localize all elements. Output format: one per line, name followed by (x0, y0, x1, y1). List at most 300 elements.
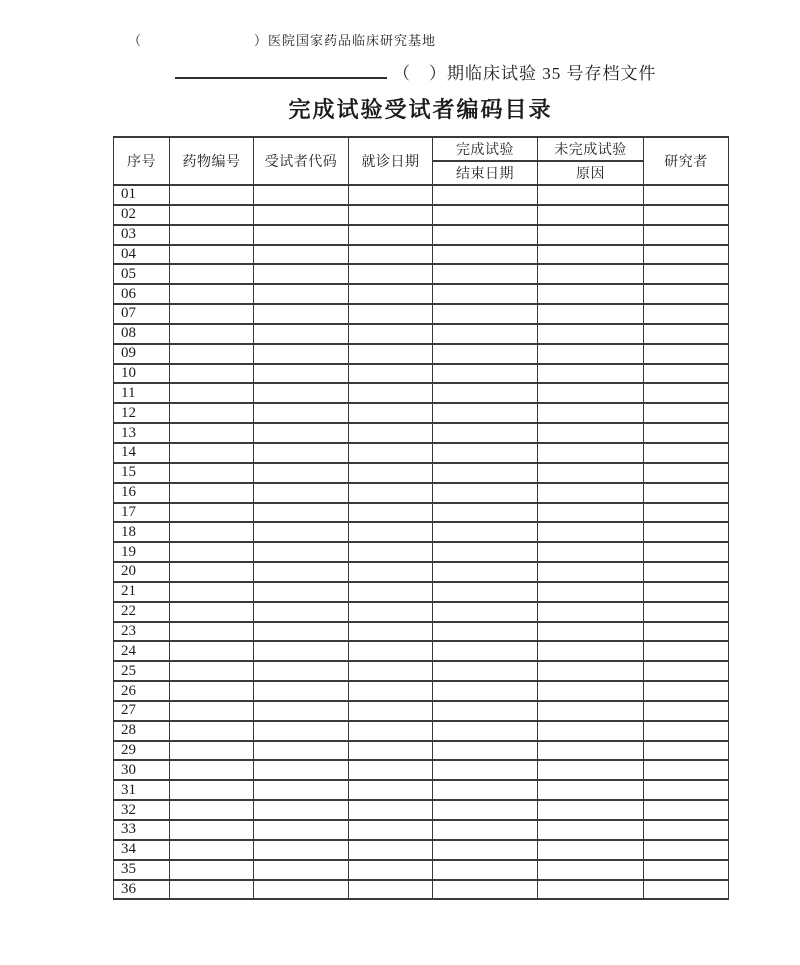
subject-code-cell (254, 304, 349, 324)
drug-number-cell (170, 383, 254, 403)
subject-code-cell (254, 344, 349, 364)
researcher-cell (644, 840, 729, 860)
end-date-cell (433, 225, 538, 245)
subject-code-cell (254, 403, 349, 423)
reason-cell (538, 383, 644, 403)
end-date-cell (433, 840, 538, 860)
end-date-cell (433, 880, 538, 900)
row-number-cell: 34 (114, 840, 170, 860)
end-date-cell (433, 264, 538, 284)
drug-number-cell (170, 880, 254, 900)
row-number-cell: 03 (114, 225, 170, 245)
researcher-cell (644, 582, 729, 602)
end-date-cell (433, 344, 538, 364)
header-drug-number: 药物编号 (170, 137, 254, 185)
subject-code-cell (254, 721, 349, 741)
reason-cell (538, 245, 644, 265)
row-number-cell: 14 (114, 443, 170, 463)
header-researcher: 研究者 (644, 137, 729, 185)
researcher-cell (644, 324, 729, 344)
drug-number-cell (170, 641, 254, 661)
drug-number-cell (170, 443, 254, 463)
subject-code-cell (254, 443, 349, 463)
researcher-cell (644, 483, 729, 503)
table-row (114, 443, 729, 463)
drug-number-cell (170, 780, 254, 800)
researcher-cell (644, 205, 729, 225)
visit-date-cell (349, 760, 433, 780)
archive-file-text: （ ）期临床试验 35 号存档文件 (393, 64, 657, 83)
end-date-cell (433, 423, 538, 443)
end-date-cell (433, 185, 538, 205)
researcher-cell (644, 562, 729, 582)
end-date-cell (433, 324, 538, 344)
row-number-cell: 09 (114, 344, 170, 364)
row-number-cell: 28 (114, 721, 170, 741)
row-number-cell: 12 (114, 403, 170, 423)
researcher-cell (644, 820, 729, 840)
reason-cell (538, 205, 644, 225)
researcher-cell (644, 503, 729, 523)
table-row (114, 582, 729, 602)
drug-number-cell (170, 503, 254, 523)
reason-cell (538, 344, 644, 364)
drug-number-cell (170, 721, 254, 741)
header-reason: 原因 (538, 161, 644, 185)
reason-cell (538, 780, 644, 800)
visit-date-cell (349, 344, 433, 364)
visit-date-cell (349, 503, 433, 523)
table-row (114, 364, 729, 384)
subject-code-cell (254, 225, 349, 245)
researcher-cell (644, 344, 729, 364)
table-row (114, 820, 729, 840)
visit-date-cell (349, 423, 433, 443)
visit-date-cell (349, 542, 433, 562)
end-date-cell (433, 582, 538, 602)
visit-date-cell (349, 622, 433, 642)
drug-number-cell (170, 304, 254, 324)
drug-number-cell (170, 602, 254, 622)
researcher-cell (644, 860, 729, 880)
end-date-cell (433, 760, 538, 780)
end-date-cell (433, 383, 538, 403)
researcher-cell (644, 661, 729, 681)
researcher-cell (644, 780, 729, 800)
document-title: 完成试验受试者编码目录 (288, 97, 553, 122)
table-row (114, 701, 729, 721)
table-row (114, 522, 729, 542)
end-date-cell (433, 741, 538, 761)
table-row (114, 383, 729, 403)
reason-cell (538, 582, 644, 602)
subject-code-cell (254, 264, 349, 284)
header-subject-code: 受试者代码 (254, 137, 349, 185)
visit-date-cell (349, 522, 433, 542)
visit-date-cell (349, 820, 433, 840)
subject-code-cell (254, 185, 349, 205)
drug-number-cell (170, 463, 254, 483)
reason-cell (538, 443, 644, 463)
row-number-cell: 08 (114, 324, 170, 344)
researcher-cell (644, 681, 729, 701)
table-row (114, 661, 729, 681)
drug-number-cell (170, 582, 254, 602)
row-number-cell: 29 (114, 741, 170, 761)
row-number-cell: 05 (114, 264, 170, 284)
subject-code-cell (254, 840, 349, 860)
row-number-cell: 15 (114, 463, 170, 483)
end-date-cell (433, 681, 538, 701)
end-date-cell (433, 522, 538, 542)
visit-date-cell (349, 641, 433, 661)
subject-code-cell (254, 542, 349, 562)
reason-cell (538, 820, 644, 840)
table-row (114, 542, 729, 562)
reason-cell (538, 542, 644, 562)
row-number-cell: 30 (114, 760, 170, 780)
subject-code-cell (254, 860, 349, 880)
open-paren: （ (128, 33, 143, 48)
subject-code-cell (254, 364, 349, 384)
drug-number-cell (170, 760, 254, 780)
table-header (114, 137, 729, 185)
drug-number-cell (170, 522, 254, 542)
visit-date-cell (349, 582, 433, 602)
reason-cell (538, 403, 644, 423)
reason-cell (538, 721, 644, 741)
table-row (114, 245, 729, 265)
drug-number-cell (170, 264, 254, 284)
visit-date-cell (349, 661, 433, 681)
hospital-base-text: ）医院国家药品临床研究基地 (254, 33, 437, 48)
visit-date-cell (349, 284, 433, 304)
drug-number-cell (170, 562, 254, 582)
subject-code-cell (254, 245, 349, 265)
row-number-cell: 17 (114, 503, 170, 523)
end-date-cell (433, 701, 538, 721)
drug-number-cell (170, 364, 254, 384)
subject-code-cell (254, 681, 349, 701)
reason-cell (538, 304, 644, 324)
end-date-cell (433, 721, 538, 741)
reason-cell (538, 840, 644, 860)
table-row (114, 304, 729, 324)
row-number-cell: 07 (114, 304, 170, 324)
researcher-cell (644, 245, 729, 265)
table-row (114, 780, 729, 800)
reason-cell (538, 185, 644, 205)
table-row (114, 284, 729, 304)
end-date-cell (433, 860, 538, 880)
row-number-cell: 22 (114, 602, 170, 622)
researcher-cell (644, 383, 729, 403)
subject-code-table (113, 136, 729, 900)
end-date-cell (433, 602, 538, 622)
drug-number-cell (170, 542, 254, 562)
visit-date-cell (349, 364, 433, 384)
table-row (114, 344, 729, 364)
reason-cell (538, 463, 644, 483)
row-number-cell: 06 (114, 284, 170, 304)
table-row (114, 324, 729, 344)
row-number-cell: 01 (114, 185, 170, 205)
header-end-date: 结束日期 (433, 161, 538, 185)
table-row (114, 483, 729, 503)
subject-code-cell (254, 741, 349, 761)
researcher-cell (644, 364, 729, 384)
researcher-cell (644, 443, 729, 463)
reason-cell (538, 661, 644, 681)
reason-cell (538, 483, 644, 503)
researcher-cell (644, 264, 729, 284)
reason-cell (538, 324, 644, 344)
subject-code-cell (254, 641, 349, 661)
table-row (114, 840, 729, 860)
researcher-cell (644, 284, 729, 304)
subject-code-cell (254, 324, 349, 344)
table-row (114, 760, 729, 780)
drug-number-cell (170, 185, 254, 205)
researcher-cell (644, 880, 729, 900)
visit-date-cell (349, 403, 433, 423)
drug-number-cell (170, 324, 254, 344)
reason-cell (538, 701, 644, 721)
researcher-cell (644, 304, 729, 324)
end-date-cell (433, 364, 538, 384)
researcher-cell (644, 185, 729, 205)
reason-cell (538, 264, 644, 284)
table-row (114, 860, 729, 880)
end-date-cell (433, 304, 538, 324)
end-date-cell (433, 820, 538, 840)
end-date-cell (433, 463, 538, 483)
visit-date-cell (349, 780, 433, 800)
subject-code-cell (254, 522, 349, 542)
researcher-cell (644, 701, 729, 721)
subject-code-cell (254, 820, 349, 840)
visit-date-cell (349, 225, 433, 245)
end-date-cell (433, 780, 538, 800)
end-date-cell (433, 443, 538, 463)
end-date-cell (433, 245, 538, 265)
drug-number-cell (170, 483, 254, 503)
subject-code-cell (254, 880, 349, 900)
row-number-cell: 13 (114, 423, 170, 443)
researcher-cell (644, 622, 729, 642)
visit-date-cell (349, 880, 433, 900)
subject-code-cell (254, 800, 349, 820)
table-row (114, 681, 729, 701)
row-number-cell: 23 (114, 622, 170, 642)
drug-number-cell (170, 741, 254, 761)
reason-cell (538, 602, 644, 622)
visit-date-cell (349, 443, 433, 463)
hospital-base-line (128, 30, 436, 49)
visit-date-cell (349, 185, 433, 205)
header-visit-date: 就诊日期 (349, 137, 433, 185)
table-row (114, 741, 729, 761)
row-number-cell: 33 (114, 820, 170, 840)
end-date-cell (433, 641, 538, 661)
header-serial-number: 序号 (114, 137, 170, 185)
visit-date-cell (349, 701, 433, 721)
row-number-cell: 11 (114, 383, 170, 403)
visit-date-cell (349, 483, 433, 503)
end-date-cell (433, 284, 538, 304)
reason-cell (538, 800, 644, 820)
researcher-cell (644, 542, 729, 562)
subject-code-cell (254, 760, 349, 780)
researcher-cell (644, 741, 729, 761)
visit-date-cell (349, 304, 433, 324)
table-row (114, 622, 729, 642)
row-number-cell: 16 (114, 483, 170, 503)
drug-number-cell (170, 403, 254, 423)
subject-code-cell (254, 284, 349, 304)
subject-code-cell (254, 483, 349, 503)
row-number-cell: 24 (114, 641, 170, 661)
row-number-cell: 10 (114, 364, 170, 384)
row-number-cell: 18 (114, 522, 170, 542)
table-body (114, 185, 729, 899)
drug-number-cell (170, 344, 254, 364)
reason-cell (538, 860, 644, 880)
reason-cell (538, 760, 644, 780)
table-row (114, 185, 729, 205)
visit-date-cell (349, 681, 433, 701)
researcher-cell (644, 522, 729, 542)
researcher-cell (644, 403, 729, 423)
row-number-cell: 21 (114, 582, 170, 602)
reason-cell (538, 641, 644, 661)
subject-code-cell (254, 780, 349, 800)
end-date-cell (433, 403, 538, 423)
visit-date-cell (349, 245, 433, 265)
reason-cell (538, 225, 644, 245)
end-date-cell (433, 661, 538, 681)
visit-date-cell (349, 741, 433, 761)
researcher-cell (644, 721, 729, 741)
subject-code-cell (254, 562, 349, 582)
visit-date-cell (349, 860, 433, 880)
end-date-cell (433, 622, 538, 642)
row-number-cell: 31 (114, 780, 170, 800)
row-number-cell: 02 (114, 205, 170, 225)
row-number-cell: 25 (114, 661, 170, 681)
table-row (114, 562, 729, 582)
reason-cell (538, 741, 644, 761)
drug-number-cell (170, 681, 254, 701)
subject-code-cell (254, 602, 349, 622)
subject-code-cell (254, 463, 349, 483)
row-number-cell: 35 (114, 860, 170, 880)
visit-date-cell (349, 800, 433, 820)
drug-number-cell (170, 225, 254, 245)
end-date-cell (433, 800, 538, 820)
visit-date-cell (349, 324, 433, 344)
drug-number-cell (170, 840, 254, 860)
subject-code-cell (254, 383, 349, 403)
visit-date-cell (349, 463, 433, 483)
subject-code-cell (254, 503, 349, 523)
end-date-cell (433, 542, 538, 562)
researcher-cell (644, 463, 729, 483)
visit-date-cell (349, 840, 433, 860)
reason-cell (538, 880, 644, 900)
reason-cell (538, 522, 644, 542)
subject-code-cell (254, 661, 349, 681)
table-row (114, 423, 729, 443)
drug-number-cell (170, 622, 254, 642)
reason-cell (538, 364, 644, 384)
table-row (114, 602, 729, 622)
subject-code-cell (254, 423, 349, 443)
researcher-cell (644, 225, 729, 245)
row-number-cell: 27 (114, 701, 170, 721)
table-row (114, 463, 729, 483)
table-row (114, 225, 729, 245)
row-number-cell: 26 (114, 681, 170, 701)
researcher-cell (644, 760, 729, 780)
row-number-cell: 20 (114, 562, 170, 582)
blank-underline (175, 61, 387, 79)
end-date-cell (433, 562, 538, 582)
visit-date-cell (349, 602, 433, 622)
drug-number-cell (170, 423, 254, 443)
table-row (114, 641, 729, 661)
row-number-cell: 32 (114, 800, 170, 820)
visit-date-cell (349, 721, 433, 741)
visit-date-cell (349, 383, 433, 403)
subject-code-cell (254, 622, 349, 642)
subject-code-cell (254, 582, 349, 602)
table-row (114, 205, 729, 225)
archive-file-line (175, 59, 657, 84)
researcher-cell (644, 641, 729, 661)
table-row (114, 264, 729, 284)
subject-code-cell (254, 701, 349, 721)
table-row (114, 880, 729, 900)
table-row (114, 800, 729, 820)
reason-cell (538, 562, 644, 582)
reason-cell (538, 503, 644, 523)
drug-number-cell (170, 245, 254, 265)
researcher-cell (644, 800, 729, 820)
visit-date-cell (349, 264, 433, 284)
table-row (114, 721, 729, 741)
drug-number-cell (170, 820, 254, 840)
header-not-completed-trial: 未完成试验 (538, 137, 644, 161)
visit-date-cell (349, 562, 433, 582)
drug-number-cell (170, 661, 254, 681)
drug-number-cell (170, 284, 254, 304)
table-row (114, 403, 729, 423)
row-number-cell: 36 (114, 880, 170, 900)
row-number-cell: 04 (114, 245, 170, 265)
reason-cell (538, 423, 644, 443)
reason-cell (538, 622, 644, 642)
end-date-cell (433, 503, 538, 523)
drug-number-cell (170, 860, 254, 880)
researcher-cell (644, 602, 729, 622)
subject-code-cell (254, 205, 349, 225)
drug-number-cell (170, 800, 254, 820)
drug-number-cell (170, 205, 254, 225)
drug-number-cell (170, 701, 254, 721)
header-completed-trial: 完成试验 (433, 137, 538, 161)
end-date-cell (433, 483, 538, 503)
